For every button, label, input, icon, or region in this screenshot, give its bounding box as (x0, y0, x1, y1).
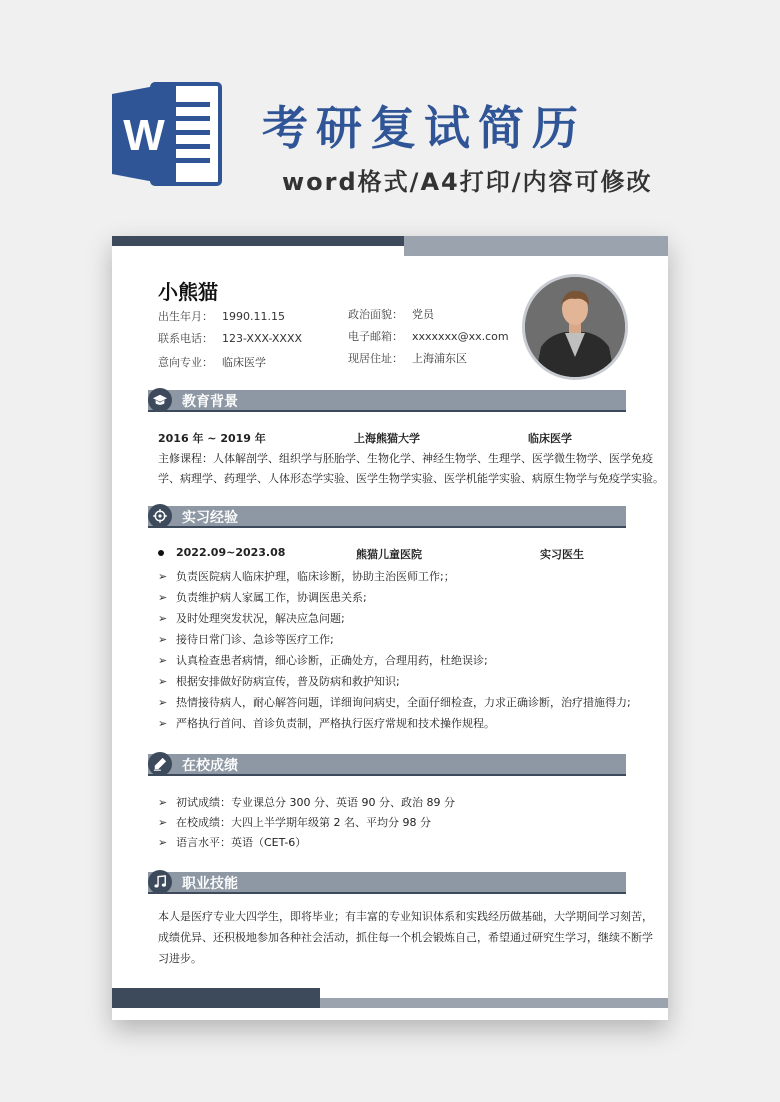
skills-section-header (148, 872, 626, 892)
target-icon (148, 504, 172, 528)
arrow-bullet-icon: ➢ (158, 836, 168, 849)
internship-item: ➢ 热情接待病人，耐心解答问题，详细询问病史，全面仔细检查，力求正确诊断，治疗措施得力; (158, 696, 631, 709)
arrow-bullet-icon: ➢ (158, 570, 168, 583)
phone-row (158, 330, 302, 346)
internship-role: 实习医生 (540, 548, 584, 561)
grades-title: 在校成绩 (182, 758, 238, 774)
internship-item: ➢ 接待日常门诊、急诊等医疗工作; (158, 633, 334, 646)
dot-bullet-icon (158, 550, 164, 556)
arrow-bullet-icon: ➢ (158, 591, 168, 604)
skills-text-line2: 成绩优异、还积极地参加各种社会活动，抓住每一个机会锻炼自己，希望通过研究生学习，继续不断学 (158, 931, 653, 944)
internship-item: ➢ 负责维护病人家属工作，协调医患关系; (158, 591, 367, 604)
email-value: xxxxxxx@xx.com (412, 330, 509, 343)
word-document-icon (112, 80, 224, 188)
internship-item: ➢ 及时处理突发状况，解决应急问题; (158, 612, 345, 625)
address-row (348, 350, 467, 366)
email-row (348, 328, 509, 344)
birth-label: 出生年月： (158, 310, 213, 323)
internship-period-row (158, 546, 285, 559)
major-row (158, 354, 266, 370)
grades-item: ➢ 在校成绩：大四上半学期年级第 2 名、平均分 98 分 (158, 816, 431, 829)
candidate-name: 小熊猫 (158, 280, 218, 304)
arrow-bullet-icon: ➢ (158, 717, 168, 730)
bottom-bar-dark (112, 988, 320, 1008)
person-photo-icon (525, 277, 625, 377)
skills-title: 职业技能 (182, 876, 238, 892)
banner (0, 0, 780, 220)
phone-value: 123-XXX-XXXX (222, 332, 303, 345)
political-label: 政治面貌： (348, 308, 403, 321)
internship-item: ➢ 认真检查患者病情，细心诊断，正确处方，合理用药，杜绝误诊; (158, 654, 488, 667)
education-section-header (148, 390, 626, 410)
internship-item: ➢ 严格执行首问、首诊负责制，严格执行医疗常规和技术操作规程。 (158, 717, 495, 730)
education-title: 教育背景 (182, 394, 238, 410)
education-period: 2016 年 ~ 2019 年 (158, 432, 266, 445)
political-row (348, 306, 434, 322)
internship-item: ➢ 根据安排做好防病宣传，普及防病和救护知识; (158, 675, 400, 688)
arrow-bullet-icon: ➢ (158, 816, 168, 829)
grades-item: ➢ 语言水平：英语（CET-6） (158, 836, 307, 849)
address-label: 现居住址： (348, 352, 403, 365)
arrow-bullet-icon: ➢ (158, 654, 168, 667)
email-label: 电子邮箱： (348, 330, 403, 343)
political-value: 党员 (412, 308, 434, 321)
internship-item: ➢ 负责医院病人临床护理，临床诊断，协助主治医师工作;； (158, 570, 455, 583)
profile-photo (522, 274, 628, 380)
education-school: 上海熊猫大学 (354, 432, 420, 445)
internship-period: 2022.09~2023.08 (176, 546, 286, 559)
arrow-bullet-icon: ➢ (158, 633, 168, 646)
resume-page (112, 236, 668, 1020)
address-value: 上海浦东区 (412, 352, 467, 365)
education-degree: 临床医学 (528, 432, 572, 445)
svg-text:W: W (123, 111, 165, 160)
skills-text-line1: 本人是医疗专业大四学生，即将毕业；有丰富的专业知识体系和实践经历做基础，大学期间学习刻苦， (158, 910, 653, 923)
pen-icon (148, 752, 172, 776)
education-divider (148, 410, 626, 412)
internship-divider (148, 526, 626, 528)
arrow-bullet-icon: ➢ (158, 696, 168, 709)
internship-section-header (148, 506, 626, 526)
arrow-bullet-icon: ➢ (158, 612, 168, 625)
bottom-bar-light (320, 998, 668, 1008)
banner-title: 考研复试简历 (262, 101, 586, 155)
top-bar-dark (112, 236, 404, 246)
education-courses-line2: 学、病理学、药理学、人体形态学实验、医学生物学实验、医学机能学实验、病原生物学与免疫学实验。 (158, 472, 664, 485)
music-note-icon (148, 870, 172, 894)
education-courses-line1: 主修课程：人体解剖学、组织学与胚胎学、生物化学、神经生物学、生理学、医学微生物学、医学免疫 (158, 452, 653, 465)
internship-company: 熊猫儿童医院 (356, 548, 422, 561)
birth-value: 1990.11.15 (222, 310, 285, 323)
banner-subtitle: word格式/A4打印/内容可修改 (282, 168, 653, 196)
graduation-cap-icon (148, 388, 172, 412)
skills-divider (148, 892, 626, 894)
major-value: 临床医学 (222, 356, 266, 369)
birth-row (158, 308, 285, 324)
grades-divider (148, 774, 626, 776)
major-label: 意向专业： (158, 356, 213, 369)
grades-item: ➢ 初试成绩：专业课总分 300 分、英语 90 分、政治 89 分 (158, 796, 455, 809)
arrow-bullet-icon: ➢ (158, 796, 168, 809)
grades-section-header (148, 754, 626, 774)
skills-text-line3: 习进步。 (158, 952, 202, 965)
phone-label: 联系电话： (158, 332, 213, 345)
internship-title: 实习经验 (182, 510, 238, 526)
arrow-bullet-icon: ➢ (158, 675, 168, 688)
top-bar-light (404, 236, 668, 256)
